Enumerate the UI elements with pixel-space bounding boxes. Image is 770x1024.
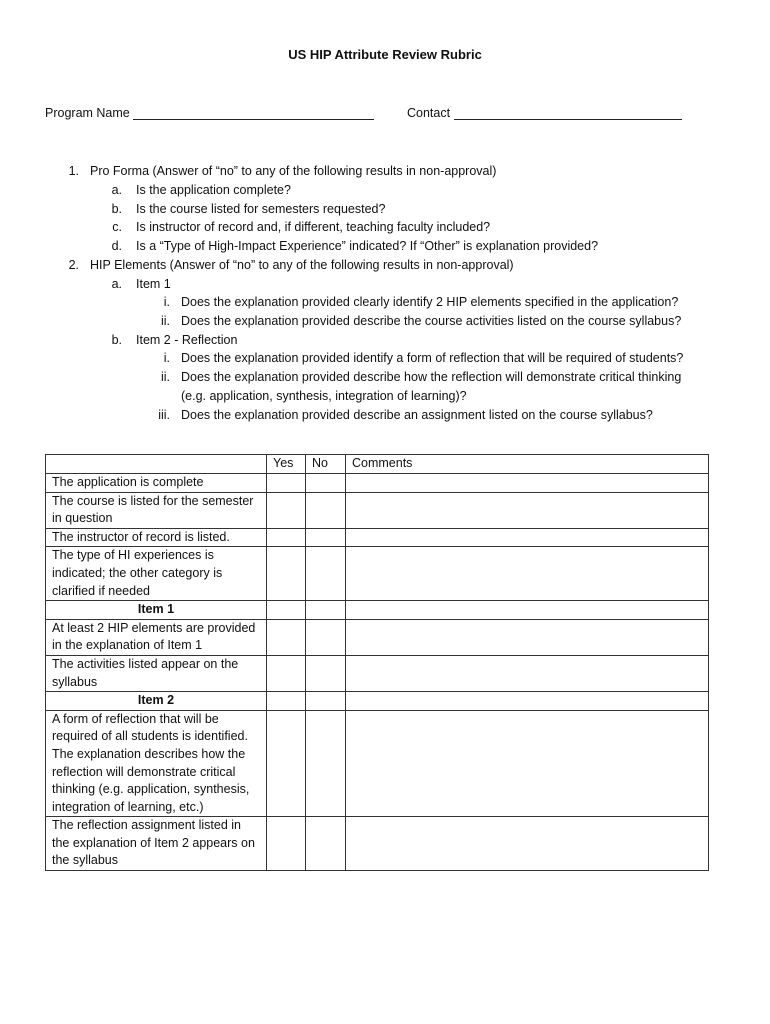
- list-number: ii.: [160, 370, 170, 384]
- list-item: Does the explanation provided identify a form of reflection that will be required of students?: [181, 351, 684, 365]
- criterion-text: The type of HI experiences is indicated; the other category is clarified if needed: [46, 547, 267, 601]
- comments-cell[interactable]: [346, 710, 709, 817]
- yes-cell[interactable]: [267, 655, 306, 691]
- comments-cell[interactable]: [346, 817, 709, 871]
- comments-cell[interactable]: [346, 492, 709, 528]
- no-cell[interactable]: [306, 528, 346, 547]
- section-row-item-2: [46, 692, 709, 711]
- list-number: a.: [111, 277, 122, 291]
- list-number: 2.: [68, 258, 79, 272]
- yes-cell[interactable]: [267, 492, 306, 528]
- table-row: [46, 655, 709, 691]
- comments-cell[interactable]: [346, 655, 709, 691]
- table-row: [46, 619, 709, 655]
- section-heading: Item 1: [46, 601, 267, 620]
- list-number: i.: [163, 295, 170, 309]
- yes-cell[interactable]: [267, 547, 306, 601]
- criterion-text: The application is complete: [46, 474, 267, 493]
- no-cell: [306, 601, 346, 620]
- criterion-text: The reflection assignment listed in the explanation of Item 2 appears on the syllabus: [46, 817, 267, 871]
- table-header-row: [46, 455, 709, 474]
- list-item-continuation: (e.g. application, synthesis, integration of learning)?: [181, 389, 467, 403]
- table-row: [46, 474, 709, 493]
- program-name-label: Program Name: [45, 106, 130, 120]
- comments-cell[interactable]: [346, 474, 709, 493]
- list-number: i.: [163, 351, 170, 365]
- comments-cell[interactable]: [346, 528, 709, 547]
- list-number: iii.: [158, 408, 170, 422]
- list-item: Is a “Type of High-Impact Experience” indicated? If “Other” is explanation provided?: [136, 239, 599, 253]
- criterion-text: The activities listed appear on the syllabus: [46, 655, 267, 691]
- no-cell[interactable]: [306, 492, 346, 528]
- criterion-text: At least 2 HIP elements are provided in the explanation of Item 1: [46, 619, 267, 655]
- list-item: Does the explanation provided describe the course activities listed on the course syllabus?: [181, 314, 682, 328]
- no-cell[interactable]: [306, 710, 346, 817]
- yes-cell[interactable]: [267, 619, 306, 655]
- criterion-text: A form of reflection that will be required of all students is identified. The explanation describes how the reflection will demonstrate critical thinking (e.g. application, synthesis, integration of learning, etc.): [46, 710, 267, 817]
- no-cell[interactable]: [306, 817, 346, 871]
- list-item: Is the application complete?: [136, 183, 291, 197]
- table-row: [46, 528, 709, 547]
- criterion-text: The course is listed for the semester in question: [46, 492, 267, 528]
- header-yes: Yes: [267, 455, 306, 474]
- yes-cell: [267, 601, 306, 620]
- comments-cell[interactable]: [346, 619, 709, 655]
- yes-cell[interactable]: [267, 528, 306, 547]
- list-item: Item 1: [136, 277, 171, 291]
- list-number: b.: [111, 333, 122, 347]
- section-heading: Item 2: [46, 692, 267, 711]
- comments-cell: [346, 601, 709, 620]
- list-item-hip-elements: HIP Elements (Answer of “no” to any of the following results in non-approval): [90, 258, 514, 272]
- no-cell[interactable]: [306, 655, 346, 691]
- table-row: [46, 547, 709, 601]
- contact-line[interactable]: [454, 119, 682, 120]
- program-name-line[interactable]: [133, 119, 374, 120]
- header-comments: Comments: [346, 455, 709, 474]
- list-number: c.: [112, 220, 122, 234]
- comments-cell[interactable]: [346, 547, 709, 601]
- yes-cell[interactable]: [267, 817, 306, 871]
- document-title: US HIP Attribute Review Rubric: [288, 47, 482, 62]
- list-number: d.: [111, 239, 122, 253]
- section-row-item-1: [46, 601, 709, 620]
- list-number: ii.: [160, 314, 170, 328]
- list-item: Is instructor of record and, if different, teaching faculty included?: [136, 220, 491, 234]
- list-number: b.: [111, 202, 122, 216]
- rubric-table: [45, 454, 709, 871]
- yes-cell: [267, 692, 306, 711]
- list-number: 1.: [68, 164, 79, 178]
- list-item: Is the course listed for semesters requested?: [136, 202, 386, 216]
- list-item: Item 2 - Reflection: [136, 333, 238, 347]
- no-cell[interactable]: [306, 547, 346, 601]
- header-no: No: [306, 455, 346, 474]
- comments-cell: [346, 692, 709, 711]
- list-number: a.: [111, 183, 122, 197]
- list-item-pro-forma: Pro Forma (Answer of “no” to any of the following results in non-approval): [90, 164, 497, 178]
- table-row: [46, 817, 709, 871]
- list-item: Does the explanation provided describe an assignment listed on the course syllabus?: [181, 408, 653, 422]
- list-item: Does the explanation provided clearly identify 2 HIP elements specified in the application?: [181, 295, 679, 309]
- no-cell[interactable]: [306, 619, 346, 655]
- list-item: Does the explanation provided describe how the reflection will demonstrate critical thinking: [181, 370, 682, 384]
- yes-cell[interactable]: [267, 710, 306, 817]
- contact-label: Contact: [407, 106, 451, 120]
- table-row: [46, 710, 709, 817]
- header-criteria: [46, 455, 267, 474]
- criterion-text: The instructor of record is listed.: [46, 528, 267, 547]
- no-cell[interactable]: [306, 474, 346, 493]
- no-cell: [306, 692, 346, 711]
- table-row: [46, 492, 709, 528]
- yes-cell[interactable]: [267, 474, 306, 493]
